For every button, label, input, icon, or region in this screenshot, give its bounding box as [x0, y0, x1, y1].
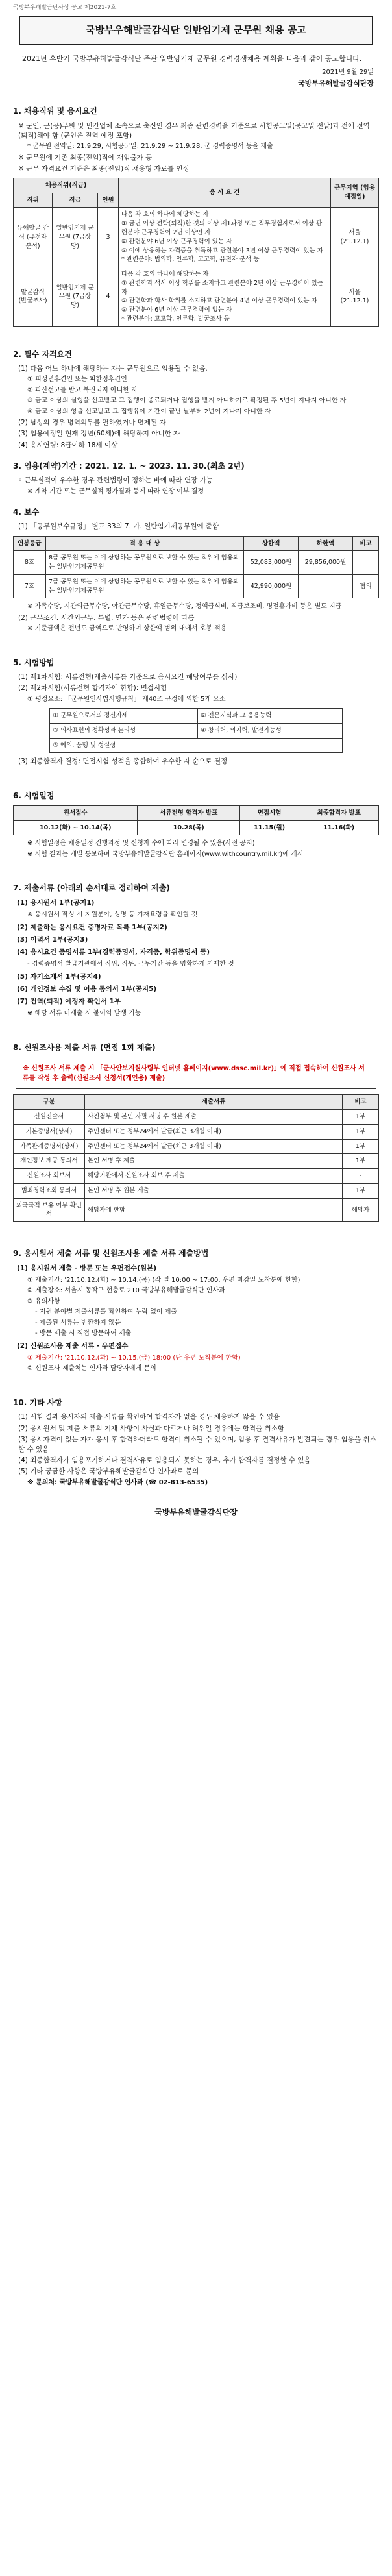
cell-pos: 발굴감식 (발굴조사)	[14, 267, 53, 327]
cell-count: 3	[98, 208, 119, 267]
docs-cell: 본인 서명 후 원본 제출	[85, 1183, 343, 1198]
org-line: 국방부유해발굴감식단장	[298, 79, 374, 88]
salary-table	[13, 536, 379, 599]
schedule-cell: 11.15(월)	[239, 820, 299, 835]
schedule-cell: 11.16(화)	[299, 820, 379, 835]
section1-item: ※ 근무 자격요건 기준은 최종(전임)직 채용형 자료를 인정	[18, 164, 190, 173]
section9-item: ③ 유의사항	[27, 1297, 60, 1305]
salary-header: 상한액	[244, 536, 299, 551]
section8-title: 8. 신원조사용 제출 서류 (면접 1회 제출)	[13, 1042, 156, 1052]
section9-item: - 방문 제출 시 직접 방문하여 제출	[35, 1330, 132, 1338]
section6-title: 6. 시험일정	[13, 791, 55, 800]
section7-item: (1) 응시원서 1부(공지1)	[17, 898, 95, 907]
table-row	[14, 820, 379, 835]
docs-header: 비고	[343, 1095, 379, 1110]
section9-item: ① 제출기간: '21.10.12.(화) ~ 10.14.(목) (각 일 10:00 ~ 17:00, 우편 마감일 도착분에 한함)	[27, 1276, 300, 1284]
salary-cell: 42,990,000원	[244, 574, 299, 598]
section7-item: (2) 제출하는 응시요건 증명자료 목록 1부(공지2)	[17, 923, 167, 931]
table-row	[14, 1169, 379, 1184]
position-table	[13, 178, 379, 327]
section4-note: ※ 가족수당, 시간외근무수당, 야간근무수당, 휴일근무수당, 정액급식비, 직급보조비, 명절휴가비 등은 별도 지급	[27, 603, 342, 611]
section4-title: 4. 보수	[13, 508, 40, 517]
section5-item: (3) 최종합격자 결정: 면접시험 성적을 종합하여 우수한 자 순으로 결정	[18, 757, 228, 766]
section4-note: ※ 기준금액은 전년도 금액으로 반영하며 상한액 범위 내에서 호봉 적용	[27, 625, 227, 633]
section5-item: ① 평정요소: 「군무원인사법시행규칙」 제40조 규정에 의한 5개 요소	[27, 695, 226, 703]
docs-cell: 가족관계증명서(상세)	[14, 1139, 85, 1154]
schedule-cell: 10.12(화) ~ 10.14(목)	[14, 820, 138, 835]
table-row	[14, 1124, 379, 1139]
section5-item: (2) 제2차시험(서류전형 합격자에 한함): 면접시험	[18, 684, 167, 693]
salary-cell: 8급 공무원 또는 이에 상당하는 공무원으로 보할 수 있는 직위에 임용되는 일반임기제공무원	[46, 551, 244, 575]
section2-item: (2) 남성의 경우 병역의무를 필하였거나 면제된 자	[18, 419, 166, 427]
table-row	[14, 1154, 379, 1169]
section2-title: 2. 필수 자격요건	[13, 349, 72, 359]
eval-item: ② 전문지식과 그 응용능력	[198, 709, 343, 724]
section10-item: (2) 응시원서 및 제출 서류의 기재 사항이 사실과 다르거나 허위일 경우에는 합격을 취소함	[18, 1424, 284, 1432]
section3-item: ◦ 근무실적이 우수한 경우 관련법령이 정하는 바에 따라 연장 가능	[18, 476, 213, 485]
section9-item: - 제출된 서류는 반환하지 않음	[35, 1319, 121, 1327]
section5-item: (1) 제1차시험: 서류전형(제출서류를 기준으로 응시요건 해당여부를 심사)	[18, 673, 238, 681]
section1-item: ※ 군무원에 기존 최종(전임)직에 재임불가 등	[18, 153, 153, 162]
section7-item: (3) 이력서 1부(공지3)	[17, 935, 88, 944]
section6-note: ※ 시험 결과는 개별 통보하며 국방부유해발굴감식단 홈페이지(www.withcountry.mil.kr)에 게시	[27, 850, 304, 858]
section7-item: ※ 응시원서 작성 시 지원분야, 성명 등 기재요령을 확인할 것	[27, 911, 198, 919]
section2-item: ② 파산선고를 받고 복권되지 아니한 자	[27, 386, 138, 394]
position-table-header: 채용직위(직급)	[14, 178, 119, 193]
section1-item: ※ 군인, 군(공)무원 및 민간업체 소속으로 출신인 경우 최종 관련경력을 기준으로 시험공고일(공고일 전날)과 전에 전역(퇴직)해야 함 (군인은 전역 예정 포함)	[18, 121, 370, 140]
docs-cell: 본인 서명 후 제출	[85, 1154, 343, 1169]
section7-item: (4) 응시요건 증명서류 1부(경력증명서, 자격증, 학위증명서 등)	[17, 948, 210, 956]
section2-item: ① 피성년후견인 또는 피한정후견인	[27, 376, 127, 384]
eval-item: ④ 창의력, 의지력, 발전가능성	[198, 723, 343, 738]
cell-pos: 유해발굴 감식 (유전자분석)	[14, 208, 53, 267]
salary-cell: 협의	[353, 574, 379, 598]
salary-cell: 8호	[14, 551, 46, 575]
docs-cell: 사진첨부 및 본인 자필 서명 후 원본 제출	[85, 1110, 343, 1125]
table-row	[14, 1183, 379, 1198]
table-row	[14, 208, 379, 267]
section7-title: 7. 제출서류 (아래의 순서대로 정리하여 제출)	[13, 883, 170, 893]
docs-cell: 1부	[343, 1124, 379, 1139]
salary-header: 비고	[353, 536, 379, 551]
docs-cell: 개인정보 제공 동의서	[14, 1154, 85, 1169]
docs-cell: 해당자	[343, 1198, 379, 1222]
section7-item: (7) 전역(퇴직) 예정자 확인서 1부	[17, 998, 121, 1006]
salary-header: 하한액	[299, 536, 353, 551]
section2-item: ③ 금고 이상의 실형을 선고받고 그 집행이 종료되거나 집행을 받지 아니하기로 확정된 후 5년이 지나지 아니한 자	[27, 397, 347, 405]
section7-item: (5) 자기소개서 1부(공지4)	[17, 972, 101, 981]
section9-title: 9. 응시원서 제출 서류 및 신원조사용 제출 서류 제출방법	[13, 1249, 209, 1258]
eval-box	[49, 708, 342, 753]
docs-header: 제출서류	[85, 1095, 343, 1110]
section4-note: (2) 근무조건, 시간외근무, 특별, 연가 등은 관련법령에 따름	[18, 613, 195, 622]
section9-item: - 지원 분야별 제출서류를 확인하여 누락 없이 제출	[35, 1308, 178, 1316]
section6-note: ※ 시험일정은 채용일정 진행과정 및 신청자 수에 따라 변경될 수 있음(사전 공지)	[27, 840, 255, 848]
security-docs-table	[13, 1094, 379, 1222]
table-row	[14, 574, 379, 598]
table-row	[14, 551, 379, 575]
docs-cell: 해당자에 한함	[85, 1198, 343, 1222]
section7-item: ※ 해당 서류 미제출 시 불이익 발생 가능	[27, 1010, 141, 1018]
docs-cell: 외국국적 보유 여부 확인서	[14, 1198, 85, 1222]
eval-item: ⑤ 예의, 품행 및 성실성	[50, 738, 342, 753]
schedule-cell: 10.28(목)	[138, 820, 239, 835]
docs-cell: 기본증명서(상세)	[14, 1124, 85, 1139]
section9-item: ② 신원조사 제출처는 인사과 담당자에게 문의	[27, 1365, 156, 1373]
position-table-subheader: 인원	[98, 193, 119, 208]
docs-cell: -	[343, 1169, 379, 1184]
cell-req: 다음 각 호의 하나에 해당하는 자 ① 관련학과 석사 이상 학위를 소지하고 관련분야 2년 이상 근무경력이 있는 자 ② 관련학과 학사 학위를 소지하고 관련분야 4년 이상 근무경력이 있는 자 ③ 관련분야 6년 이상 근무경력이 있는 자 * 관련분야: 고고학, 인류학, 발굴조사 등	[119, 267, 331, 327]
table-row	[14, 1110, 379, 1125]
schedule-header: 서류전형 합격자 발표	[138, 805, 239, 820]
section9-item: (2) 신원조사용 제출 서류 - 우편접수	[17, 1342, 129, 1350]
section4-item: (1) 「공무원보수규정」 별표 33의 7. 가. 일반임기제공무원에 준함	[18, 522, 219, 531]
salary-cell: 52,083,000원	[244, 551, 299, 575]
section2-item: ④ 금고 이상의 형을 선고받고 그 집행유예 기간이 끝난 날부터 2년이 지나지 아니한 자	[27, 408, 271, 415]
docs-cell: 해당기관에서 신원조사 회보 후 제출	[85, 1169, 343, 1184]
section10-item: (4) 최종합격자가 임용포기하거나 결격사유로 임용되지 못하는 경우, 추가 합격자를 결정할 수 있음	[18, 1456, 311, 1465]
salary-cell	[353, 551, 379, 575]
position-table-header: 응 시 요 건	[119, 178, 331, 208]
docs-cell: 신원조사 회보서	[14, 1169, 85, 1184]
docs-cell: 1부	[343, 1139, 379, 1154]
schedule-header: 원서접수	[14, 805, 138, 820]
docs-cell: 주민센터 또는 정부24에서 발급(최근 3개월 이내)	[85, 1124, 343, 1139]
eval-item: ③ 의사표현의 정확성과 논리성	[50, 723, 198, 738]
table-row	[14, 1198, 379, 1222]
eval-item: ① 군무원으로서의 정신자세	[50, 709, 198, 724]
table-row	[14, 267, 379, 327]
position-table-subheader: 직위	[14, 193, 53, 208]
header-note: 국방부우해발금단사상 공고 제2021-7호	[13, 5, 117, 11]
salary-cell: 7호	[14, 574, 46, 598]
cell-grade: 일반임기제 군무원 (7급상당)	[53, 208, 98, 267]
section5-title: 5. 시험방법	[13, 657, 55, 667]
docs-cell: 주민센터 또는 정부24에서 발급(최근 3개월 이내)	[85, 1139, 343, 1154]
section10-item: (3) 응시자격이 없는 자가 응시 후 합격하더라도 합격이 취소될 수 있으며, 임용 후 결격사유가 발견되는 경우 임용을 취소할 수 있음	[18, 1435, 376, 1454]
salary-cell: 7급 공무원 또는 이에 상당하는 공무원으로 보할 수 있는 직위에 임용되는 일반임기제공무원	[46, 574, 244, 598]
section2-item: (4) 응시연령: 8급이하 18세 이상	[18, 441, 118, 449]
cell-count: 4	[98, 267, 119, 327]
docs-header: 구분	[14, 1095, 85, 1110]
page-title: 국방부우해발굴감식단 일반임기제 군무원 채용 공고	[19, 16, 373, 45]
contact-line: ※ 문의처: 국방부유해발굴감식단 인사과 (☎ 02-813-6535)	[27, 1478, 208, 1486]
salary-cell: 29,856,000원	[299, 551, 353, 575]
intro-text: 2021년 후반기 국방부유해발굴감식단 주관 일반임기제 군무원 경력경쟁채용 계획을 다음과 같이 공고합니다.	[22, 54, 362, 63]
section1-title: 1. 채용직위 및 응시요건	[13, 106, 97, 116]
docs-cell: 범죄경력조회 동의서	[14, 1183, 85, 1198]
section2-item: (1) 다음 어느 하나에 해당하는 자는 군무원으로 임용될 수 없음.	[18, 365, 208, 373]
cell-req: 다음 각 호의 하나에 해당하는 자 ① 금년 이상 전략(퇴직)한 것의 이상 제1과정 또는 직무경험자로서 이상 관련분야 근무경력이 2년 이상인 자 ② 관련분야 6년 이상 근무경력이 있는 자 ③ 이에 상응하는 자격증을 취득하고 관련분야 3년 이상 근무경력이 있는 자 * 관련분야: 법의학, 인류학, 고고학, 유전자 분석 등	[119, 208, 331, 267]
docs-cell: 1부	[343, 1154, 379, 1169]
docs-cell: 1부	[343, 1110, 379, 1125]
section9-item: (1) 응시원서 제출 - 방문 또는 우편접수(원본)	[17, 1264, 157, 1272]
section2-item: (3) 임용예정일 현재 정년(60세)에 해당하지 아니한 자	[18, 430, 180, 438]
position-table-subheader: 직급	[53, 193, 98, 208]
footer-org: 국방부유해발굴감식단장	[154, 1508, 238, 1517]
position-table-header: 근무지역 (임용예정일)	[331, 178, 379, 208]
docs-cell: 1부	[343, 1183, 379, 1198]
cell-grade: 일반임기제 군무원 (7급상당)	[53, 267, 98, 327]
salary-cell	[299, 574, 353, 598]
cell-place: 서울 (21.12.1)	[331, 208, 379, 267]
date-line: 2021년 9월 29일	[322, 68, 374, 76]
section10-item: (5) 기타 궁금한 사항은 국방부유해발굴감식단 인사과로 문의	[18, 1467, 199, 1476]
schedule-header: 면접시험	[239, 805, 299, 820]
security-notice: ※ 신원조사 서류 제출 시 「군사안보지원사령부 인터넷 홈페이지(www.dssc.mil.kr)」에 직접 접속하여 신원조사 서류를 작성 후 출력(신원조사 신청서(개인용) 제출)	[16, 1059, 376, 1089]
section1-item: * 군무원 전역일: 21.9.29, 시험공고일: 21.9.29 ~ 21.9.28. 군 경력증명서 등을 제출	[27, 143, 273, 150]
section10-item: (1) 시험 결과 응시자의 제출 서류를 확인하여 합격자가 없을 경우 채용하지 않을 수 있음	[18, 1413, 280, 1421]
cell-place: 서울 (21.12.1)	[331, 267, 379, 327]
table-row	[14, 1139, 379, 1154]
schedule-header: 최종합격자 발표	[299, 805, 379, 820]
salary-header: 연봉등급	[14, 536, 46, 551]
section7-item: (6) 개인정보 수집 및 이용 동의서 1부(공지5)	[17, 985, 157, 993]
section9-item: ② 제출장소: 서울시 동작구 현충로 210 국방부유해발굴감식단 인사과	[27, 1287, 225, 1295]
section3-title: 3. 임용(계약)기간 : 2021. 12. 1. ~ 2023. 11. 30.(최초 2년)	[13, 461, 245, 471]
section7-item: - 경력증명서 발급기관에서 직위, 직무, 근무기간 등을 명확하게 기재한 것	[27, 961, 234, 968]
docs-cell: 신원진술서	[14, 1110, 85, 1125]
salary-header: 적 용 대 상	[46, 536, 244, 551]
section9-item: ① 제출기간: '21.10.12.(화) ~ 10.15.(금) 18:00 (단 우편 도착분에 한함)	[27, 1354, 241, 1362]
schedule-table	[13, 805, 379, 836]
section3-item: ※ 계약 기간 또는 근무실적 평가결과 등에 따라 연장 여부 결정	[27, 487, 204, 495]
section10-title: 10. 기타 사항	[13, 1397, 62, 1407]
